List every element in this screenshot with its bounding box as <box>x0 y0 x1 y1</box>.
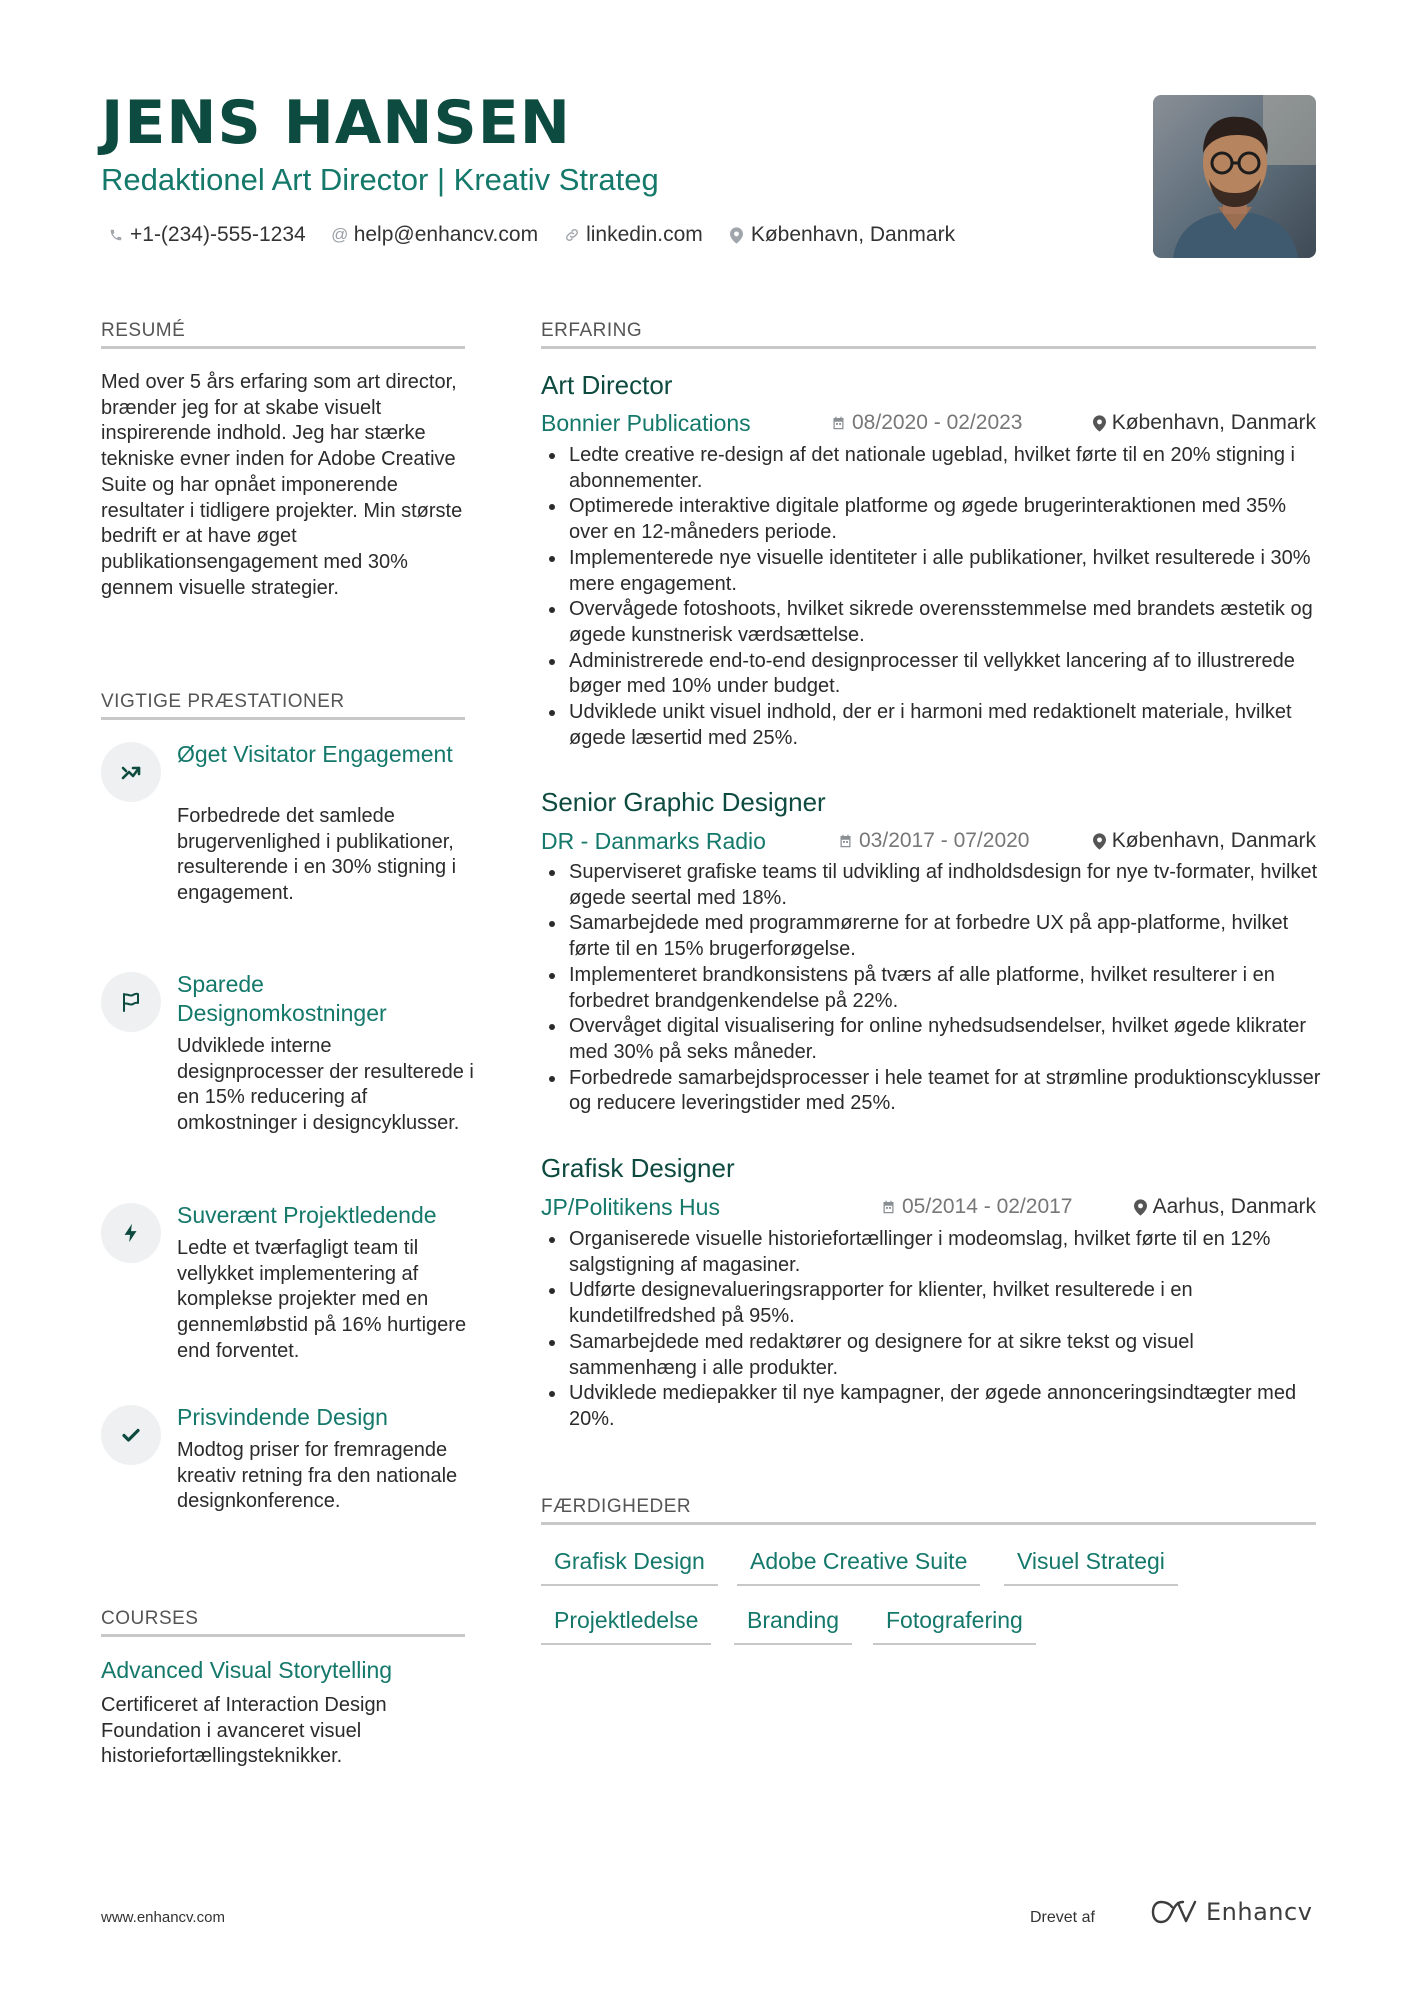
job-meta <box>541 1192 1316 1222</box>
calendar-icon <box>881 1199 896 1215</box>
job-dates <box>831 410 1022 436</box>
footer-powered-by: Drevet af <box>1030 1909 1095 1926</box>
footer-url[interactable]: www.enhancv.com <box>101 1909 225 1926</box>
phone-text: +1-(234)-555-1234 <box>130 223 306 246</box>
job-bullet: Implementeret brandkonsistens på tværs af alle platforme, hvilket resulterer i en forbedret brandgenkendelse på 22%. <box>541 963 1321 1014</box>
job-bullet: Udviklede unikt visuel indhold, der er i harmoni med redaktionelt materiale, hvilket øgede læsertid med 25%. <box>541 700 1321 751</box>
skill-tag: Projektledelse <box>541 1605 711 1645</box>
summary-text: Med over 5 års erfaring som art director, brænder jeg for at skabe visuelt inspirerende indhold. Jeg har stærke tekniske evner inden for Adobe Creative Suite og har opnået imponerende resultater i tidligere projekter. Min største bedrift er at have øget publikationsengagement med 30% gennem visuelle strategier. <box>101 371 463 599</box>
job-bullet: Samarbejdede med redaktører og designere for at sikre tekst og visuel sammenhæng i alle produkter. <box>541 1330 1321 1381</box>
email-text: help@enhancv.com <box>353 223 539 246</box>
candidate-name: JENS HANSEN <box>101 88 571 158</box>
achievement-icon-circle <box>101 742 161 802</box>
course-title: Advanced Visual Storytelling <box>101 1657 393 1683</box>
candidate-subtitle: Redaktionel Art Director | Kreativ Strateg <box>101 162 659 197</box>
linkedin-text: linkedin.com <box>586 223 703 246</box>
courses-heading: COURSES <box>101 1608 199 1629</box>
job-bullet: Samarbejdede med programmørerne for at forbedre UX på app-platforme, hvilket førte til en 15% brugerforøgelse. <box>541 911 1321 962</box>
courses-divider <box>101 1634 465 1637</box>
contact-linkedin[interactable] <box>564 220 703 250</box>
job-company: Bonnier Publications <box>541 410 751 436</box>
job-bullet: Ledte creative re-design af det nationale ugeblad, hvilket førte til en 20% stigning i abonnementer. <box>541 443 1321 494</box>
job-location-text: København, Danmark <box>1111 829 1316 852</box>
contact-phone[interactable] <box>108 220 306 250</box>
achievements-heading: VIGTIGE PRÆSTATIONER <box>101 691 345 712</box>
link-icon <box>564 225 580 245</box>
location-pin-icon <box>1093 415 1106 432</box>
summary-divider <box>101 346 465 349</box>
location-pin-icon <box>729 225 745 245</box>
skills-heading: FÆRDIGHEDER <box>541 1496 692 1517</box>
job-location <box>1093 410 1316 436</box>
job-bullet: Overvåget digital visualisering for online nyhedsudsendelser, hvilket øgede klikrater med 30% på seks måneder. <box>541 1014 1321 1065</box>
job-dates-text: 05/2014 - 02/2017 <box>902 1195 1073 1218</box>
enhancv-logo-icon <box>1150 1899 1198 1925</box>
achievement-title: Suverænt Projektledende <box>177 1202 437 1228</box>
job-bullet: Implementerede nye visuelle identiteter i alle publikationer, hvilket resulterede i 30% mere engagement. <box>541 546 1321 597</box>
job-title: Grafisk Designer <box>541 1153 735 1183</box>
job-bullet: Udførte designevalueringsrapporter for klienter, hvilket resulterede i en kundetilfredshed på 95%. <box>541 1278 1321 1329</box>
calendar-icon <box>838 833 853 849</box>
summary-heading: RESUMÉ <box>101 320 186 341</box>
skill-tag: Fotografering <box>873 1605 1036 1645</box>
achievement-title: Sparede Designomkostninger <box>177 971 387 1026</box>
job-bullet: Overvågede fotoshoots, hvilket sikrede overensstemmelse med brandets æstetik og øgede kunstnerisk værdsættelse. <box>541 597 1321 648</box>
job-bullets <box>541 1227 1321 1433</box>
job-location <box>1093 828 1316 854</box>
trending-arrow-icon <box>119 760 143 784</box>
contact-bar <box>108 220 955 250</box>
job-bullet: Organiserede visuelle historiefortællinger i modeomslag, hvilket førte til en 12% salgstigning af magasiner. <box>541 1227 1321 1278</box>
calendar-icon <box>831 415 846 431</box>
job-company: JP/Politikens Hus <box>541 1194 720 1220</box>
achievement-description: Forbedrede det samlede brugervenlighed i publikationer, resulterende i en 30% stigning i engagement. <box>177 805 457 905</box>
job-bullet: Forbedrede samarbejdsprocesser i hele teamet for at strømline produktionscyklusser og reducere leveringstider med 25%. <box>541 1066 1321 1117</box>
enhancv-logo[interactable] <box>1150 1898 1312 1926</box>
achievement-description: Ledte et tværfagligt team til vellykket implementering af komplekse projekter med en gennemløbstid på 16% hurtigere end forventet. <box>177 1237 467 1362</box>
flag-icon <box>119 990 143 1014</box>
skill-tag: Visuel Strategi <box>1004 1546 1178 1586</box>
job-dates-text: 03/2017 - 07/2020 <box>859 829 1030 852</box>
skill-tag: Grafisk Design <box>541 1546 718 1586</box>
skill-tag: Branding <box>734 1605 852 1645</box>
achievement-description: Udviklede interne designprocesser der resulterede i en 15% reducering af omkostninger i designcyklusser. <box>177 1035 474 1135</box>
job-company: DR - Danmarks Radio <box>541 828 766 854</box>
job-bullets <box>541 860 1321 1117</box>
skills-divider <box>541 1522 1316 1525</box>
job-bullet: Administrerede end-to-end designprocesser til vellykket lancering af to illustrerede bøger med 10% under budget. <box>541 649 1321 700</box>
location-pin-icon <box>1093 833 1106 850</box>
contact-location <box>729 220 955 250</box>
checkmark-icon <box>119 1423 143 1447</box>
achievement-icon-circle <box>101 1203 161 1263</box>
job-location-text: Aarhus, Danmark <box>1152 1195 1316 1218</box>
job-title: Senior Graphic Designer <box>541 787 826 817</box>
job-bullet: Optimerede interaktive digitale platforme og øgede brugerinteraktionen med 35% over en 12-måneders periode. <box>541 494 1321 545</box>
achievement-title: Prisvindende Design <box>177 1404 388 1430</box>
job-location-text: København, Danmark <box>1111 411 1316 434</box>
job-bullet: Superviseret grafiske teams til udvikling af indholdsdesign for nye tv-formater, hvilket øgede seertal med 18%. <box>541 860 1321 911</box>
skill-tag: Adobe Creative Suite <box>737 1546 980 1586</box>
experience-divider <box>541 346 1316 349</box>
location-text: København, Danmark <box>750 223 956 246</box>
achievement-icon-circle <box>101 972 161 1032</box>
job-title: Art Director <box>541 370 673 400</box>
experience-heading: ERFARING <box>541 320 643 341</box>
job-dates <box>838 828 1029 854</box>
profile-photo <box>1153 95 1316 258</box>
job-bullet: Udviklede mediepakker til nye kampagner, der øgede annonceringsindtægter med 20%. <box>541 1381 1321 1432</box>
job-dates-text: 08/2020 - 02/2023 <box>852 411 1023 434</box>
lightning-icon <box>120 1221 142 1245</box>
job-meta <box>541 408 1316 438</box>
at-icon: @ <box>331 225 349 244</box>
achievement-title: Øget Visitator Engagement <box>177 741 453 767</box>
course-description: Certificeret af Interaction Design Foundation i avanceret visuel historiefortællingsteknikker. <box>101 1694 387 1768</box>
job-bullets <box>541 443 1321 751</box>
achievement-icon-circle <box>101 1405 161 1465</box>
job-location <box>1134 1194 1316 1220</box>
contact-email[interactable] <box>332 220 538 250</box>
enhancv-logo-text: Enhancv <box>1206 1898 1313 1926</box>
location-pin-icon <box>1134 1199 1147 1216</box>
job-meta <box>541 826 1316 856</box>
achievements-divider <box>101 717 465 720</box>
job-dates <box>881 1194 1072 1220</box>
achievement-description: Modtog priser for fremragende kreativ retning fra den nationale designkonference. <box>177 1439 458 1513</box>
phone-icon <box>108 225 124 245</box>
